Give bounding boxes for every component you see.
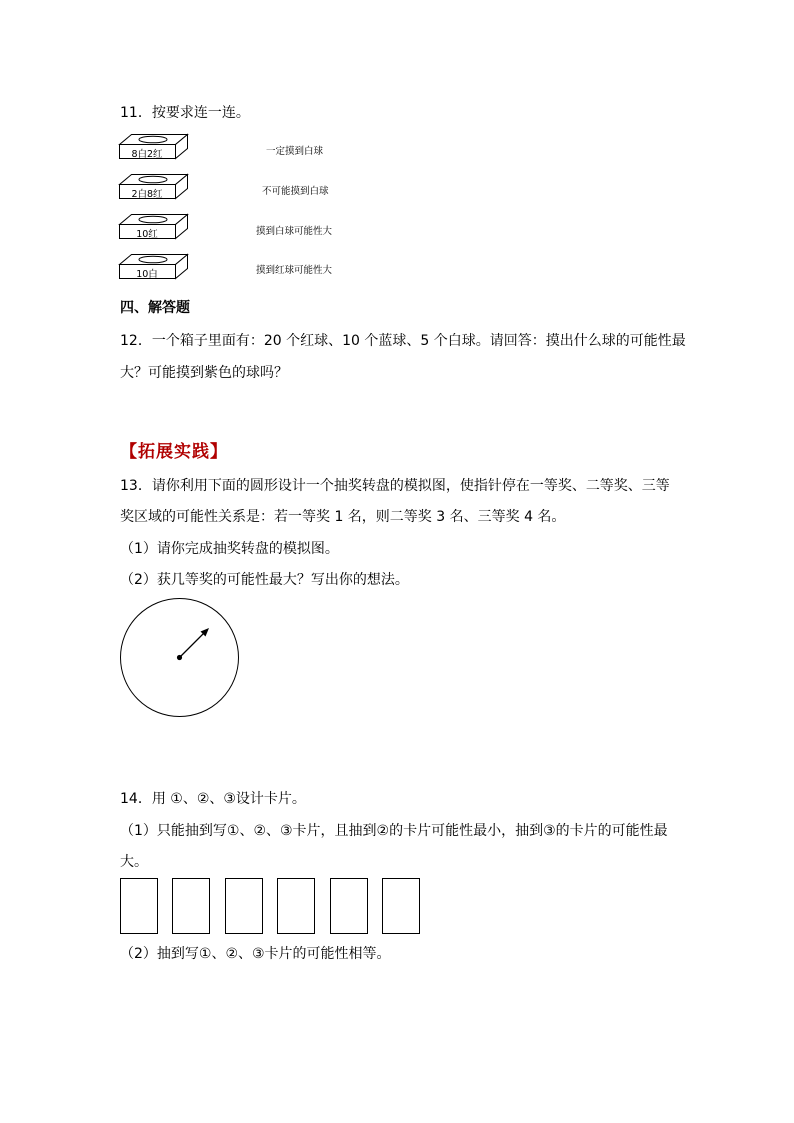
- blank-card: [120, 878, 158, 934]
- blank-card: [330, 878, 368, 934]
- q14-part2: （2）抽到写①、②、③卡片的可能性相等。: [120, 946, 391, 962]
- q11-prompt: 11．按要求连一连。: [120, 105, 250, 121]
- blank-card: [277, 878, 315, 934]
- box-label: 10白: [136, 269, 158, 280]
- box-label: 2白8红: [131, 189, 163, 200]
- option-certain-white: 一定摸到白球: [266, 146, 324, 157]
- blank-card: [225, 878, 263, 934]
- q13-part1: （1）请你完成抽奖转盘的模拟图。: [120, 541, 339, 557]
- q13-part2: （2）获几等奖的可能性最大？写出你的想法。: [120, 572, 409, 588]
- box-label: 10红: [136, 229, 158, 240]
- q12-line2: 大？可能摸到紫色的球吗？: [120, 365, 288, 381]
- q13-line2: 奖区域的可能性关系是：若一等奖 1 名，则二等奖 3 名、三等奖 4 名。: [120, 509, 566, 525]
- box-label: 8白2红: [131, 149, 163, 160]
- q14-line1: 14．用 ①、②、③设计卡片。: [120, 791, 306, 807]
- option-red-likely: 摸到红球可能性大: [256, 265, 333, 276]
- blank-card: [172, 878, 210, 934]
- q14-part1-line1: （1）只能抽到写①、②、③卡片，且抽到②的卡片可能性最小，抽到③的卡片的可能性最: [120, 823, 668, 839]
- q13-line1: 13．请你利用下面的圆形设计一个抽奖转盘的模拟图，使指针停在一等奖、二等奖、三等: [120, 478, 670, 494]
- option-white-likely: 摸到白球可能性大: [256, 226, 333, 237]
- q12-line1: 12．一个箱子里面有：20 个红球、10 个蓝球、5 个白球。请回答：摸出什么球的可能性最: [120, 333, 686, 349]
- blank-card: [382, 878, 420, 934]
- extension-heading: 【拓展实践】: [120, 442, 228, 462]
- section-heading-answers: 四、解答题: [120, 300, 190, 316]
- q14-part1-line2: 大。: [120, 854, 148, 870]
- spinner-circle: [119, 597, 241, 719]
- option-impossible-white: 不可能摸到白球: [262, 186, 329, 197]
